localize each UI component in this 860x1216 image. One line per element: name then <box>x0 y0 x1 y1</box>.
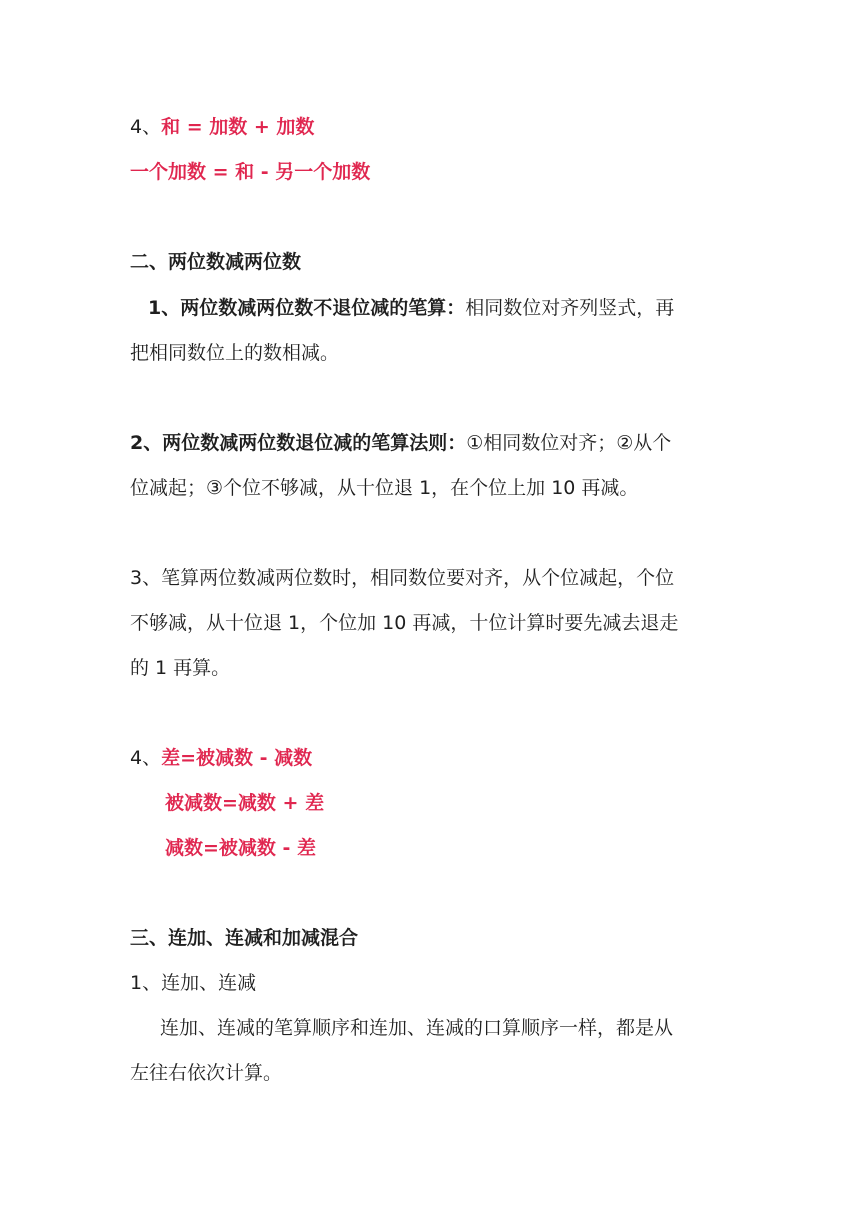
section-heading: 二、两位数减两位数 <box>130 251 302 273</box>
paragraph-line <box>130 428 671 458</box>
paragraph-line <box>148 293 674 323</box>
addend-formula: 一个加数 = 和 - 另一个加数 <box>130 161 371 183</box>
difference-formula: 差=被减数 - 减数 <box>161 747 313 769</box>
item-number: 4、 <box>130 747 162 769</box>
paragraph-line: 位减起；③个位不够减，从十位退 1，在个位上加 10 再减。 <box>130 477 639 499</box>
rule-text: ①相同数位对齐；②从个 <box>466 432 672 454</box>
paragraph-line: 连加、连减的笔算顺序和连加、连减的口算顺序一样，都是从 <box>160 1017 674 1039</box>
paragraph-line: 不够减，从十位退 1，个位加 10 再减，十位计算时要先减去退走 <box>130 612 679 634</box>
item-number: 4、 <box>130 116 162 138</box>
sub-heading: 1、连加、连减 <box>130 972 257 994</box>
sum-formula-line <box>130 112 314 142</box>
subtrahend-formula-line <box>165 833 316 863</box>
paragraph-line: 的 1 再算。 <box>130 657 231 679</box>
section-heading: 三、连加、连减和加减混合 <box>130 927 359 949</box>
minuend-formula-line <box>165 788 324 818</box>
rule-title: 1、两位数减两位数不退位减的笔算： <box>148 297 466 319</box>
paragraph-line: 把相同数位上的数相减。 <box>130 342 340 364</box>
paragraph-line: 左往右依次计算。 <box>130 1062 283 1084</box>
addend-formula-line <box>130 157 370 187</box>
subtrahend-formula: 减数=被减数 - 差 <box>165 837 317 859</box>
rule-title: 2、两位数减两位数退位减的笔算法则： <box>130 432 467 454</box>
difference-formula-line <box>130 743 312 773</box>
sum-formula: 和 = 加数 + 加数 <box>161 116 315 138</box>
paragraph-line: 3、笔算两位数减两位数时，相同数位要对齐，从个位减起，个位 <box>130 567 675 589</box>
rule-text: 相同数位对齐列竖式，再 <box>465 297 675 319</box>
minuend-formula: 被减数=减数 + 差 <box>165 792 325 814</box>
